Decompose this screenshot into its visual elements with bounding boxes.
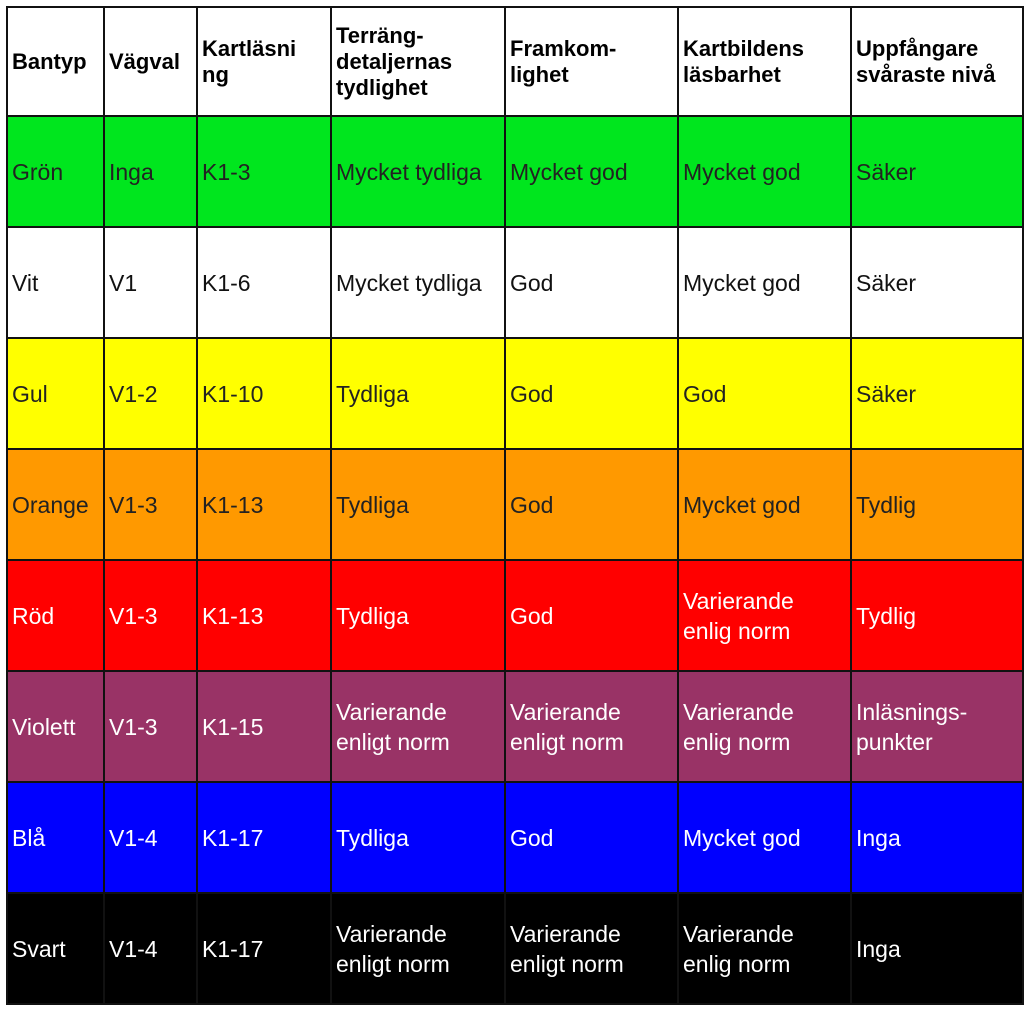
cell-text: Varierande enlig norm <box>683 587 794 644</box>
cell-text: Mycket god <box>683 269 801 296</box>
cell-kartlasning <box>197 116 331 227</box>
cell-text: God <box>510 824 554 851</box>
column-header-label: Vägval <box>109 48 180 74</box>
cell-text: Varierande enligt norm <box>336 920 450 977</box>
cell-text: Svart <box>12 935 66 962</box>
cell-text: Varierande enligt norm <box>510 920 624 977</box>
cell-text: V1-3 <box>109 491 158 518</box>
table-row <box>7 560 1023 671</box>
cell-text: K1-3 <box>202 158 251 185</box>
cell-text: V1-3 <box>109 602 158 629</box>
cell-bantyp <box>7 671 104 782</box>
column-header-label: Terräng- detaljernas tydlighet <box>336 22 453 100</box>
cell-text: K1-10 <box>202 380 264 407</box>
cell-framkomlighet <box>505 893 678 1004</box>
cell-uppfangare <box>851 560 1023 671</box>
cell-text: Varierande enlig norm <box>683 698 794 755</box>
cell-kartlasning <box>197 782 331 893</box>
cell-text: Inga <box>856 935 901 962</box>
table-row <box>7 227 1023 338</box>
table-row <box>7 893 1023 1004</box>
cell-text: Säker <box>856 380 917 407</box>
cell-kartbild <box>678 116 851 227</box>
cell-kartlasning <box>197 227 331 338</box>
cell-text: K1-6 <box>202 269 251 296</box>
cell-text: God <box>510 269 554 296</box>
cell-kartbild <box>678 449 851 560</box>
header-kartlasning <box>197 7 331 116</box>
cell-framkomlighet <box>505 116 678 227</box>
cell-kartlasning <box>197 449 331 560</box>
cell-text: Grön <box>12 158 64 185</box>
cell-text: Blå <box>12 824 46 851</box>
cell-vagval <box>104 671 197 782</box>
cell-kartbild <box>678 560 851 671</box>
cell-text: K1-13 <box>202 602 264 629</box>
cell-bantyp <box>7 116 104 227</box>
cell-text: Tydliga <box>336 491 409 518</box>
header-row <box>7 7 1023 116</box>
cell-text: Inläsnings- punkter <box>856 698 968 755</box>
cell-terrangdetaljer <box>331 449 505 560</box>
cell-text: Mycket god <box>683 491 801 518</box>
cell-terrangdetaljer <box>331 671 505 782</box>
cell-vagval <box>104 338 197 449</box>
cell-text: Inga <box>109 158 154 185</box>
cell-text: Mycket god <box>510 158 628 185</box>
cell-text: God <box>510 491 554 518</box>
table-row <box>7 782 1023 893</box>
cell-uppfangare <box>851 671 1023 782</box>
cell-kartlasning <box>197 671 331 782</box>
cell-terrangdetaljer <box>331 338 505 449</box>
cell-vagval <box>104 227 197 338</box>
cell-framkomlighet <box>505 782 678 893</box>
cell-bantyp <box>7 227 104 338</box>
header-vagval <box>104 7 197 116</box>
cell-text: Varierande enligt norm <box>510 698 624 755</box>
header-kartbild <box>678 7 851 116</box>
cell-uppfangare <box>851 116 1023 227</box>
cell-text: V1-4 <box>109 935 158 962</box>
cell-vagval <box>104 560 197 671</box>
cell-uppfangare <box>851 227 1023 338</box>
cell-terrangdetaljer <box>331 782 505 893</box>
cell-kartlasning <box>197 893 331 1004</box>
cell-framkomlighet <box>505 449 678 560</box>
cell-terrangdetaljer <box>331 227 505 338</box>
cell-text: K1-15 <box>202 713 264 740</box>
cell-kartlasning <box>197 338 331 449</box>
cell-kartbild <box>678 782 851 893</box>
cell-text: Röd <box>12 602 55 629</box>
cell-text: Mycket tydliga <box>336 269 482 296</box>
cell-text: Gul <box>12 380 48 407</box>
cell-vagval <box>104 893 197 1004</box>
cell-text: Mycket god <box>683 158 801 185</box>
cell-text: Mycket tydliga <box>336 158 482 185</box>
cell-text: V1-3 <box>109 713 158 740</box>
cell-text: V1 <box>109 269 138 296</box>
column-header-label: Kartläsni ng <box>202 35 297 87</box>
cell-text: Mycket god <box>683 824 801 851</box>
cell-vagval <box>104 449 197 560</box>
cell-bantyp <box>7 449 104 560</box>
header-framkomlighet <box>505 7 678 116</box>
cell-text: Säker <box>856 158 917 185</box>
cell-text: God <box>510 602 554 629</box>
cell-bantyp <box>7 560 104 671</box>
cell-kartbild <box>678 893 851 1004</box>
cell-kartlasning <box>197 560 331 671</box>
cell-text: K1-17 <box>202 935 264 962</box>
cell-text: Violett <box>12 713 76 740</box>
cell-framkomlighet <box>505 227 678 338</box>
cell-uppfangare <box>851 338 1023 449</box>
column-header-label: Kartbildens läsbarhet <box>683 35 805 87</box>
cell-bantyp <box>7 893 104 1004</box>
cell-text: Vit <box>12 269 39 296</box>
cell-kartbild <box>678 338 851 449</box>
cell-vagval <box>104 116 197 227</box>
cell-text: Varierande enlig norm <box>683 920 794 977</box>
column-header-label: Uppfångare svåraste nivå <box>856 35 996 87</box>
table-row <box>7 116 1023 227</box>
cell-text: K1-17 <box>202 824 264 851</box>
cell-text: Tydliga <box>336 824 409 851</box>
cell-text: Varierande enligt norm <box>336 698 450 755</box>
cell-text: Tydlig <box>856 491 917 518</box>
cell-text: Säker <box>856 269 917 296</box>
cell-bantyp <box>7 782 104 893</box>
cell-text: V1-4 <box>109 824 158 851</box>
header-bantyp <box>7 7 104 116</box>
cell-text: God <box>683 380 727 407</box>
cell-kartbild <box>678 671 851 782</box>
table-row <box>7 671 1023 782</box>
cell-framkomlighet <box>505 560 678 671</box>
cell-framkomlighet <box>505 671 678 782</box>
cell-bantyp <box>7 338 104 449</box>
cell-text: Inga <box>856 824 901 851</box>
cell-text: God <box>510 380 554 407</box>
cell-text: K1-13 <box>202 491 264 518</box>
cell-terrangdetaljer <box>331 560 505 671</box>
column-header-label: Bantyp <box>12 48 87 74</box>
table-row <box>7 338 1023 449</box>
cell-uppfangare <box>851 893 1023 1004</box>
cell-terrangdetaljer <box>331 116 505 227</box>
table-row <box>7 449 1023 560</box>
cell-vagval <box>104 782 197 893</box>
cell-terrangdetaljer <box>331 893 505 1004</box>
cell-text: V1-2 <box>109 380 158 407</box>
cell-text: Tydliga <box>336 602 409 629</box>
header-uppfangare <box>851 7 1023 116</box>
cell-text: Tydlig <box>856 602 917 629</box>
cell-kartbild <box>678 227 851 338</box>
cell-text: Orange <box>12 491 89 518</box>
table-body <box>7 116 1023 1004</box>
cell-framkomlighet <box>505 338 678 449</box>
cell-uppfangare <box>851 449 1023 560</box>
course-level-table <box>6 6 1024 1005</box>
cell-text: Tydliga <box>336 380 409 407</box>
cell-uppfangare <box>851 782 1023 893</box>
header-terrangdetaljer <box>331 7 505 116</box>
column-header-label: Framkom- lighet <box>510 35 617 87</box>
